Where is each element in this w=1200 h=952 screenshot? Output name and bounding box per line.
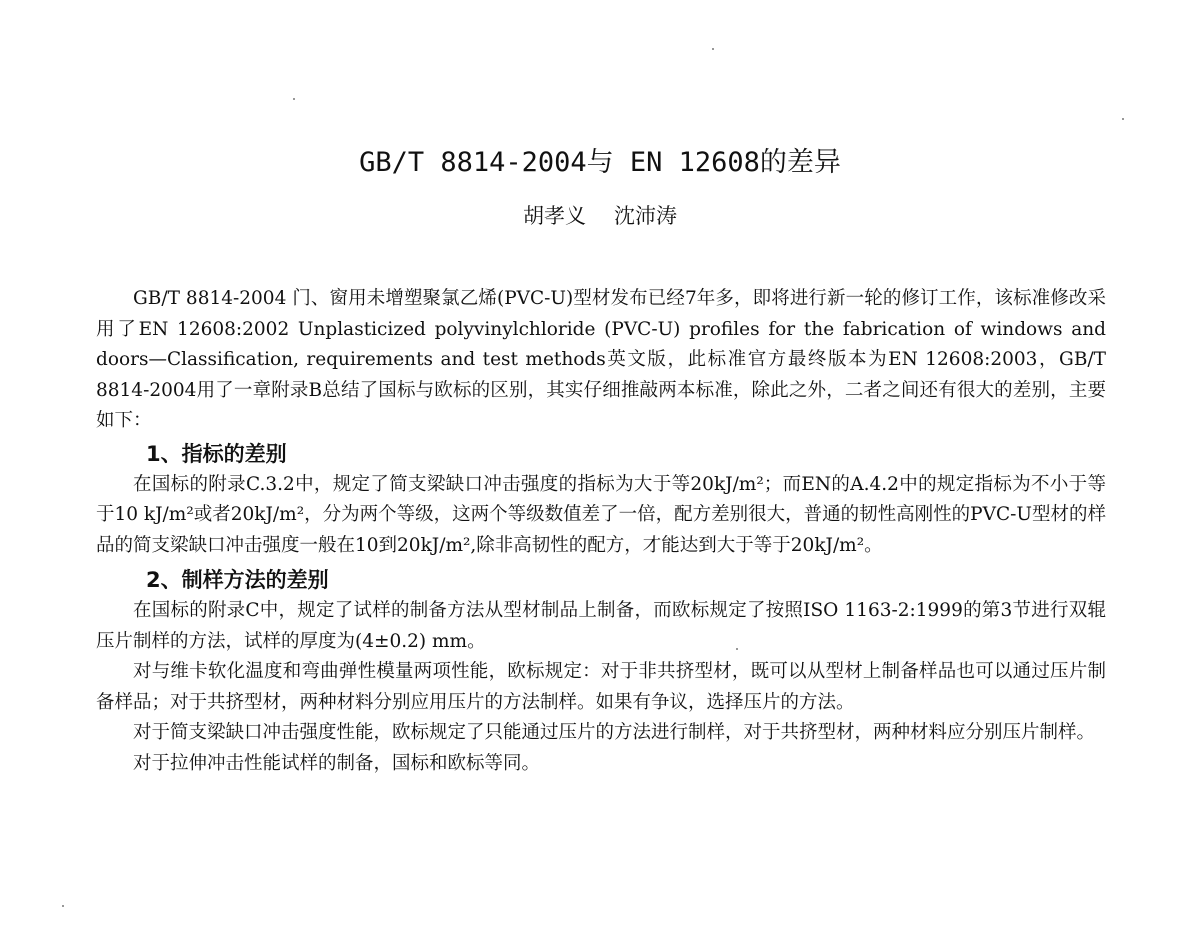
body-paragraph: 对与维卡软化温度和弯曲弹性模量两项性能，欧标规定：对于非共挤型材，既可以从型材上制备样品也可以通过压片制备样品；对于共挤型材，两种材料分别应用压片的方法制样。如果有争议，选择压片的方法。 (96, 661, 1106, 713)
author-list (0, 200, 1200, 230)
scan-speck (1122, 118, 1124, 120)
body-paragraph: 在国标的附录C.3.2中，规定了简支梁缺口冲击强度的指标为大于等20kJ/m²；而EN的A.4.2中的规定指标为不小于等于10 kJ/m²或者20kJ/m²，分为两个等级，这两个等级数值差了一倍，配方差别很大，普通的韧性高刚性的PVC-U型材的样品的简支梁缺口冲击强度一般在10到20kJ/m²,除非高韧性的配方，才能达到大于等于20kJ/m²。 (96, 473, 1106, 556)
paper-title: GB/T 8814-2004与 EN 12608的差异 (359, 147, 841, 178)
scan-speck (736, 648, 738, 650)
intro-paragraph: GB/T 8814-2004 门、窗用未增塑聚氯乙烯(PVC-U)型材发布已经7年多，即将进行新一轮的修订工作，该标准修改采用了EN 12608:2002 Unplasticized polyvinylchloride (PVC-U) profiles for the fabrication of windows and doors—Classification, requirements and test methods英文版，此标准官方最终版本为EN 12608:2003，GB/T 8814-2004用了一章附录B总结了国标与欧标的区别，其实仔细推敲两本标准，除此之外，二者之间还有很大的差别，主要如下： (96, 288, 1106, 431)
body-paragraph: 对于拉伸冲击性能试样的制备，国标和欧标等同。 (133, 752, 541, 774)
scan-speck (712, 48, 714, 50)
author-name: 胡孝义 (523, 204, 586, 228)
author-name: 沈沛涛 (614, 204, 677, 228)
scan-speck (293, 98, 295, 100)
body-paragraph: 在国标的附录C中，规定了试样的制备方法从型材制品上制备，而欧标规定了按照ISO 1163-2:1999的第3节进行双辊压片制样的方法，试样的厚度为(4±0.2) mm。 (96, 600, 1106, 652)
section-heading: 1、指标的差别 (146, 441, 287, 466)
body-paragraph: 对于简支梁缺口冲击强度性能，欧标规定了只能通过压片的方法进行制样，对于共挤型材，两种材料应分别压片制样。 (133, 722, 1096, 743)
paper-body (96, 284, 1106, 779)
section-heading: 2、制样方法的差别 (146, 568, 329, 592)
scan-speck (62, 905, 64, 907)
